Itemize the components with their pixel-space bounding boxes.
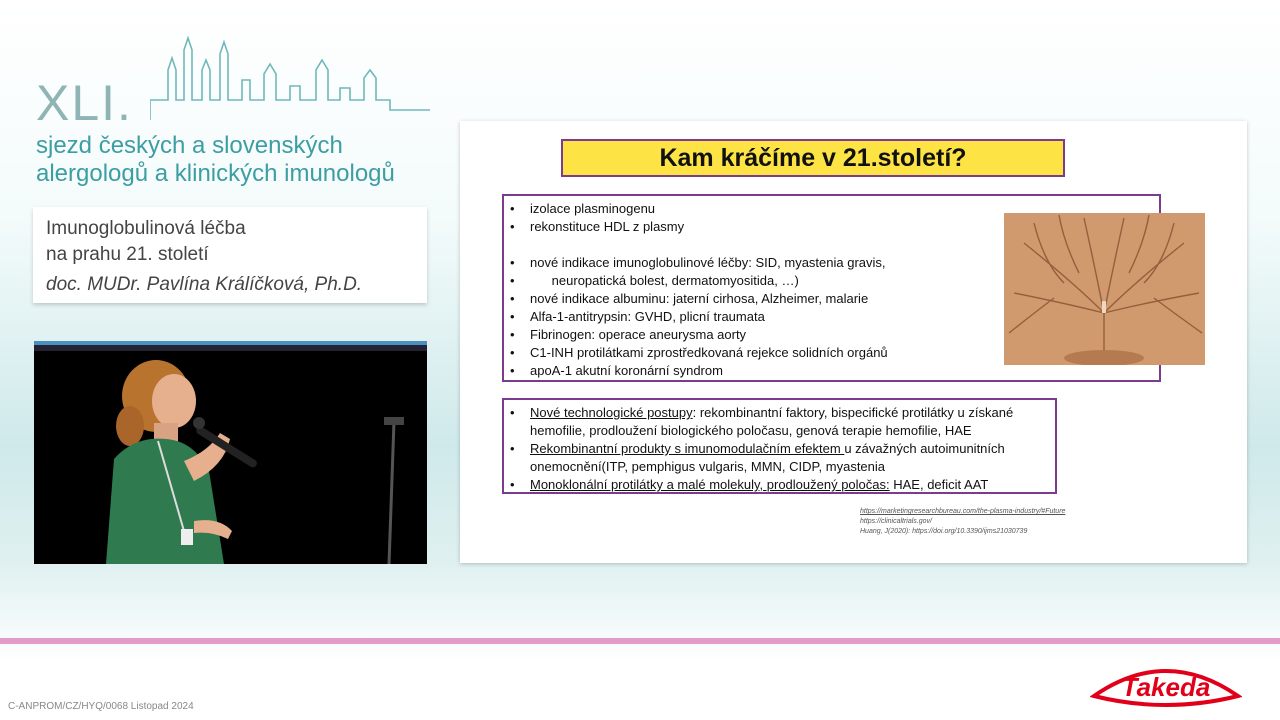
reference-link: https://marketingresearchbureau.com/the-plasma-industry/#Future xyxy=(860,508,1066,515)
footer-divider xyxy=(0,638,1280,644)
talk-title-line2: na prahu 21. století xyxy=(46,244,209,265)
presentation-slide xyxy=(460,121,1247,563)
prague-skyline-graphic xyxy=(150,30,430,140)
takeda-logo xyxy=(1090,656,1242,712)
speaker-video xyxy=(34,341,427,564)
list-item: • Rekombinantní produkty s imunomodulačním efektem u závažných autoimunitních onemocnění(ITP, pemphigus vulgaris, MMN, CIDP, myastenia xyxy=(510,441,1005,474)
technologies-box xyxy=(502,398,1057,494)
speaker-figure-icon xyxy=(34,341,427,564)
conference-number: XLI. xyxy=(36,75,133,131)
list-item: • Monoklonální protilátky a malé molekuly, prodloužený poločas: HAE, deficit AAT xyxy=(510,477,989,492)
slide-references xyxy=(860,507,1065,537)
talk-info-box xyxy=(33,207,427,303)
list-item: • izolace plasminogenu xyxy=(510,201,656,216)
slide-title: Kam kráčíme v 21.století? xyxy=(561,139,1065,177)
reference-text: Huang, J(2020): https://doi.org/10.3390/ijms21030739 xyxy=(860,528,1028,535)
conference-title-line1: sjezd českých a slovenských xyxy=(36,132,343,159)
conference-title-line2: alergologů a klinických imunologů xyxy=(36,160,395,187)
talk-title-line1: Imunoglobulinová léčba xyxy=(46,218,246,239)
list-item: • apoA-1 akutní koronární syndrom xyxy=(510,363,723,378)
list-item: • neuropatická bolest, dermatomyositida, …) xyxy=(510,273,799,288)
talk-author: doc. MUDr. Pavlína Králíčková, Ph.D. xyxy=(46,274,363,295)
list-item: • rekonstituce HDL z plasmy xyxy=(510,219,685,234)
footer-code: C-ANPROM/CZ/HYQ/0068 Listopad 2024 xyxy=(8,701,194,712)
reference-link: https://clinicaltrials.gov/ xyxy=(860,518,932,525)
list-item: • Nové technologické postupy: rekombinantní faktory, bispecifické protilátky u získané hemofilie, prodloužení biologického poločasu, genová terapie hemofilie, HAE xyxy=(510,405,1014,438)
takeda-logo-text: Takeda xyxy=(1121,672,1211,702)
list-item: • C1-INH protilátkami zprostředkovaná rejekce solidních orgánů xyxy=(510,345,888,360)
list-item: • Alfa-1-antitrypsin: GVHD, plicní traumata xyxy=(510,309,765,324)
tree-landscape-image xyxy=(1004,213,1205,365)
list-item: • nové indikace imunoglobulinové léčby: SID, myastenia gravis, xyxy=(510,255,886,270)
list-item: • Fibrinogen: operace aneurysma aorty xyxy=(510,327,747,342)
list-item: • nové indikace albuminu: jaterní cirhosa, Alzheimer, malarie xyxy=(510,291,869,306)
